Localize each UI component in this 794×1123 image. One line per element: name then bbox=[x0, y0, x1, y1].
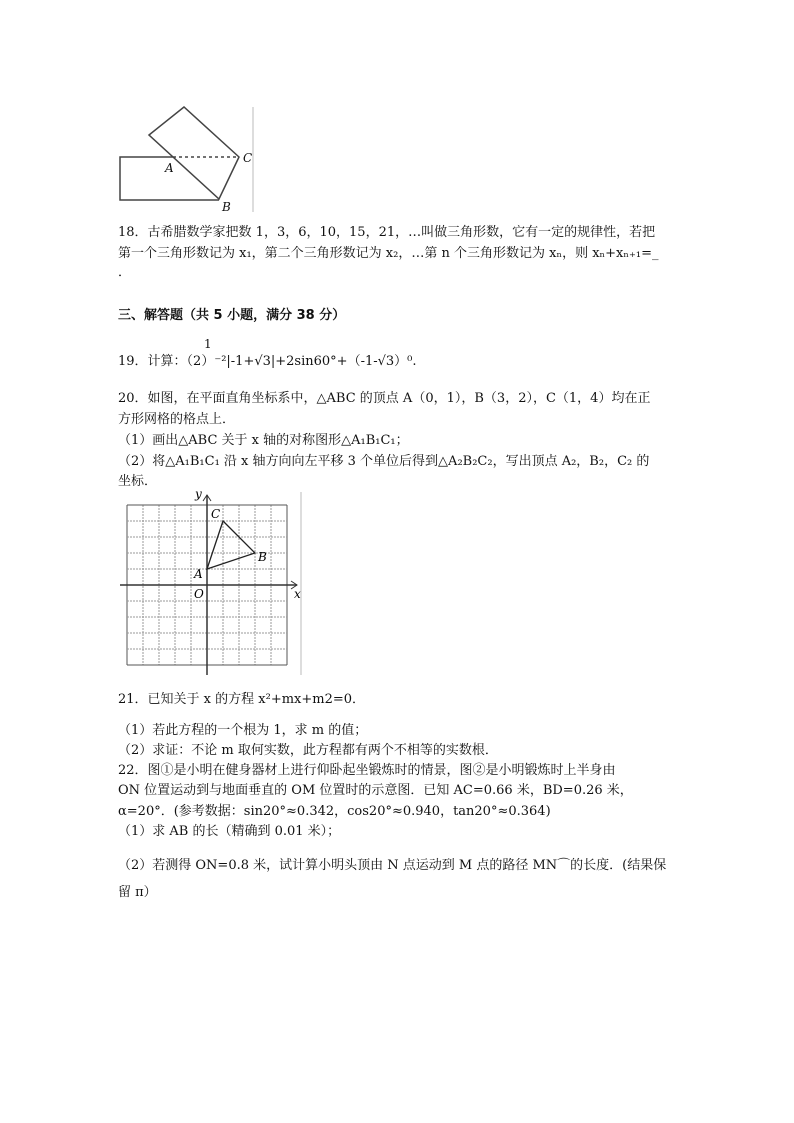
point-label-c: C bbox=[211, 507, 221, 521]
rectangle-figure bbox=[120, 107, 253, 214]
q22-line6: 留 π） bbox=[118, 885, 157, 900]
q20-line1: 20．如图，在平面直角坐标系中，△ABC 的顶点 A（0，1），B（3，2），C（1，4）均在正 bbox=[118, 391, 651, 406]
q21-line1: 21．已知关于 x 的方程 x²+mx+m2=0． bbox=[118, 692, 366, 707]
q19-line bbox=[118, 354, 417, 370]
q19-frac-num: 1 bbox=[204, 337, 212, 351]
section-heading: 三、解答题（共 5 小题，满分 38 分） bbox=[118, 308, 346, 323]
q18-line2: 第一个三角形数记为 x₁，第二个三角形数记为 x₂，…第 n 个三角形数记为 xₙ，则 xₙ+xₙ₊₁=_ bbox=[118, 246, 659, 261]
q21-line3: （2）求证：不论 m 取何实数，此方程都有两个不相等的实数根． bbox=[118, 743, 498, 758]
q22-line3: α=20°．(参考数据：sin20°≈0.342，cos20°≈0.940，tan20°≈0.364) bbox=[118, 804, 551, 819]
q20-line3: （1）画出△ABC 关于 x 轴的对称图形△A₁B₁C₁； bbox=[118, 433, 409, 448]
q18-line3: ． bbox=[118, 265, 132, 280]
label-a: A bbox=[165, 161, 174, 175]
q20-line2: 方形网格的格点上． bbox=[118, 412, 236, 427]
q22-line5: （2）若测得 ON=0.8 米，试计算小明头顶由 N 点运动到 M 点的路径 MN⌒的长度．(结果保 bbox=[118, 858, 667, 873]
origin-label: O bbox=[194, 587, 204, 601]
q19-frac-den: 2） bbox=[193, 354, 215, 369]
q22-line1: 22．图①是小明在健身器材上进行仰卧起坐锻炼时的情景，图②是小明锻炼时上半身由 bbox=[118, 763, 616, 778]
coordinate-grid bbox=[120, 487, 301, 675]
label-c: C bbox=[243, 151, 253, 165]
q19-rest: ⁻²|-1+√3|+2sin60°+（-1-√3）⁰. bbox=[214, 354, 417, 369]
triangle-abc bbox=[207, 521, 255, 569]
point-label-a: A bbox=[194, 567, 203, 581]
y-axis-label: y bbox=[195, 487, 202, 501]
label-b: B bbox=[222, 200, 231, 214]
x-axis-label: x bbox=[294, 587, 301, 601]
q20-line5: 坐标． bbox=[118, 474, 158, 489]
q19-prefix: 19．计算：（ bbox=[118, 354, 194, 369]
q20-line4: （2）将△A₁B₁C₁ 沿 x 轴方向向左平移 3 个单位后得到△A₂B₂C₂，写出顶点 A₂，B₂，C₂ 的 bbox=[118, 454, 650, 469]
q21-line2: （1）若此方程的一个根为 1，求 m 的值； bbox=[118, 723, 368, 738]
q22-line4: （1）求 AB 的长（精确到 0.01 米）； bbox=[118, 824, 341, 839]
q22-line2: ON 位置运动到与地面垂直的 OM 位置时的示意图．已知 AC=0.66 米，BD=0.26 米， bbox=[118, 783, 633, 798]
point-label-b: B bbox=[258, 550, 267, 564]
q18-line1: 18．古希腊数学家把数 1，3，6，10，15，21，…叫做三角形数，它有一定的规律性，若把 bbox=[118, 225, 656, 240]
